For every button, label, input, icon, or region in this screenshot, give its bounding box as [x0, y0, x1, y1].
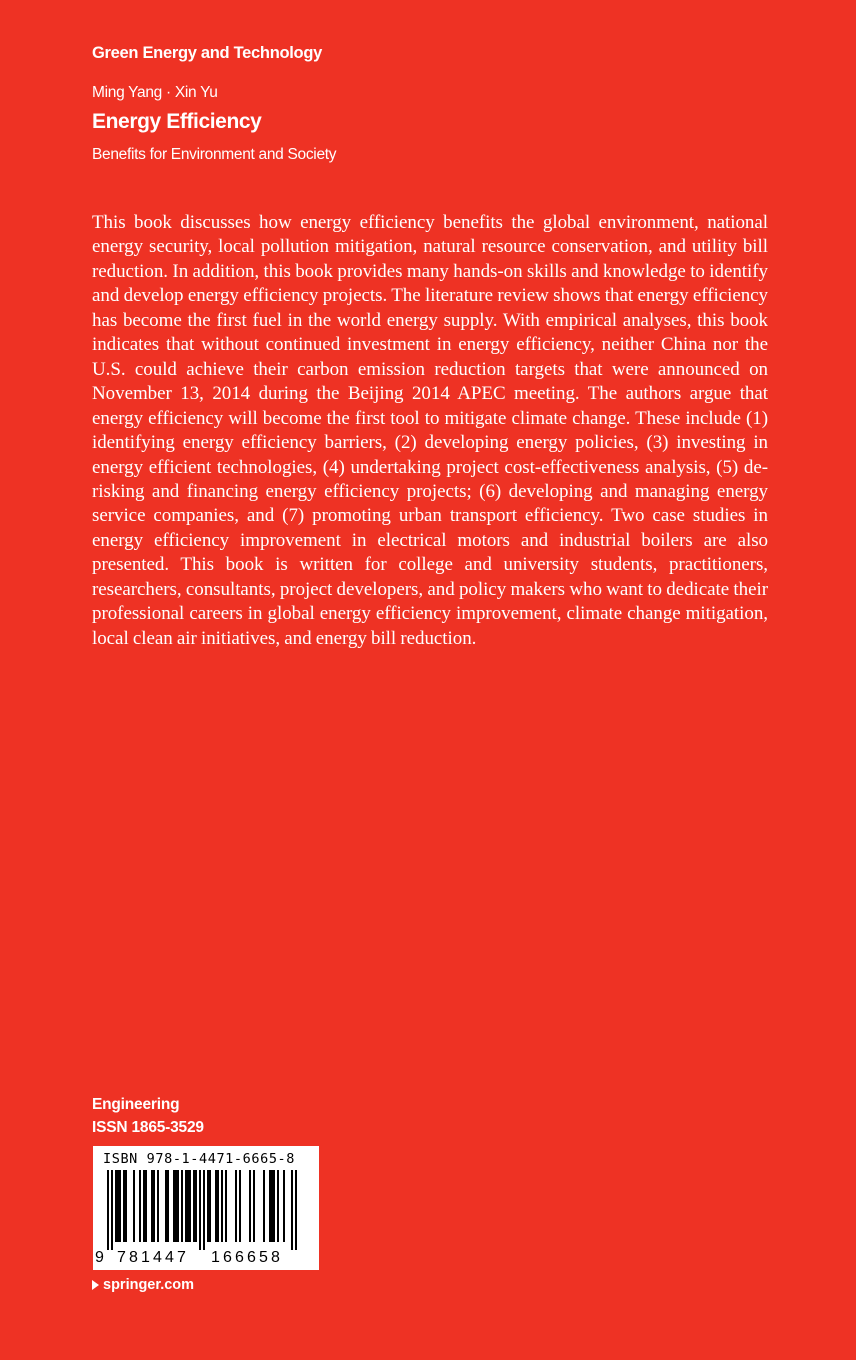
barcode-bar [133, 1170, 135, 1242]
barcode-bar [173, 1170, 175, 1242]
barcode-bar [263, 1170, 265, 1242]
barcode-bar [107, 1170, 109, 1250]
barcode-bar [193, 1170, 195, 1242]
barcode-bar [235, 1170, 237, 1242]
barcode-bar [203, 1170, 205, 1250]
isbn-label: ISBN 978-1-4471-6665-8 [103, 1151, 296, 1167]
ean-first-digit: 9 [95, 1249, 104, 1266]
barcode-bar [153, 1170, 155, 1242]
barcode-bar [189, 1170, 191, 1242]
barcode-bar [151, 1170, 153, 1242]
book-subtitle: Benefits for Environment and Society [92, 146, 337, 163]
barcode-bar [249, 1170, 251, 1242]
barcode-bar [239, 1170, 241, 1242]
barcode-bar [199, 1170, 201, 1250]
barcode-bar [185, 1170, 187, 1242]
barcode-bar [253, 1170, 255, 1242]
barcode-bar [209, 1170, 211, 1242]
issn-number: ISSN 1865-3529 [92, 1119, 204, 1136]
ean-left-digits: 781447 [117, 1249, 189, 1266]
barcode-bar [187, 1170, 189, 1242]
barcode-bar [283, 1170, 285, 1242]
barcode-bar [117, 1170, 119, 1242]
barcode-bar [207, 1170, 209, 1242]
barcode-bar [115, 1170, 117, 1242]
barcode-bar [271, 1170, 273, 1242]
barcode-box [93, 1146, 319, 1270]
barcode-bar [167, 1170, 169, 1242]
barcode-bar [123, 1170, 125, 1242]
barcode-bar [291, 1170, 293, 1250]
series-name: Green Energy and Technology [92, 44, 322, 62]
authors: Ming Yang · Xin Yu [92, 84, 218, 101]
barcode-bar [111, 1170, 113, 1250]
barcode-bar [125, 1170, 127, 1242]
book-title: Energy Efficiency [92, 110, 262, 133]
barcode-bar [165, 1170, 167, 1242]
barcode-bar [177, 1170, 179, 1242]
barcode-bar [119, 1170, 121, 1242]
barcode-bar [195, 1170, 197, 1242]
publisher-link[interactable] [92, 1277, 194, 1293]
barcode-bar [181, 1170, 183, 1242]
barcode-bar [295, 1170, 297, 1250]
barcode-bar [139, 1170, 141, 1242]
barcode-bar [175, 1170, 177, 1242]
arrow-right-icon [92, 1280, 99, 1290]
barcode-bar [221, 1170, 223, 1242]
barcode-bar [157, 1170, 159, 1242]
barcode-bar [215, 1170, 217, 1242]
barcode-bar [273, 1170, 275, 1242]
barcode-bar [143, 1170, 145, 1242]
book-description: This book discusses how energy efficiency benefits the global environment, national energy security, local pollution mitigation, natural resource conservation, and utility bill reduction. In addition, this book provides many hands-on skills and knowledge to identify and develop energy efficiency projects. The literature review shows that energy efficiency has become the first fuel in the world energy supply. With empirical analyses, this book indicates that without continued investment in energy efficiency, neither China nor the U.S. could achieve their carbon emission reduction targets that were announced on November 13, 2014 during the Beijing 2014 APEC meeting. The authors argue that energy efficiency will become the first tool to mitigate climate change. These include (1) identifying energy efficiency barriers, (2) developing energy policies, (3) investing in energy efficient technologies, (4) undertaking project cost-effectiveness analysis, (5) de-risking and financing energy efficiency projects; (6) developing and managing energy service companies, and (7) promoting urban transport efficiency. Two case studies in energy efficiency improvement in electrical motors and industrial boilers are also presented. This book is written for college and university students, practitioners, researchers, consultants, project developers, and policy makers who want to dedicate their professional careers in global energy efficiency improvement, climate change mitigation, local clean air initiatives, and energy bill reduction. [92, 212, 768, 649]
barcode-bars [107, 1170, 307, 1250]
barcode-bar [217, 1170, 219, 1242]
subject-category: Engineering [92, 1096, 180, 1113]
barcode-bar [277, 1170, 279, 1242]
barcode-bar [225, 1170, 227, 1242]
publisher-url: springer.com [103, 1277, 195, 1293]
ean-right-digits: 166658 [211, 1249, 283, 1266]
barcode-bar [145, 1170, 147, 1242]
barcode-bar [269, 1170, 271, 1242]
